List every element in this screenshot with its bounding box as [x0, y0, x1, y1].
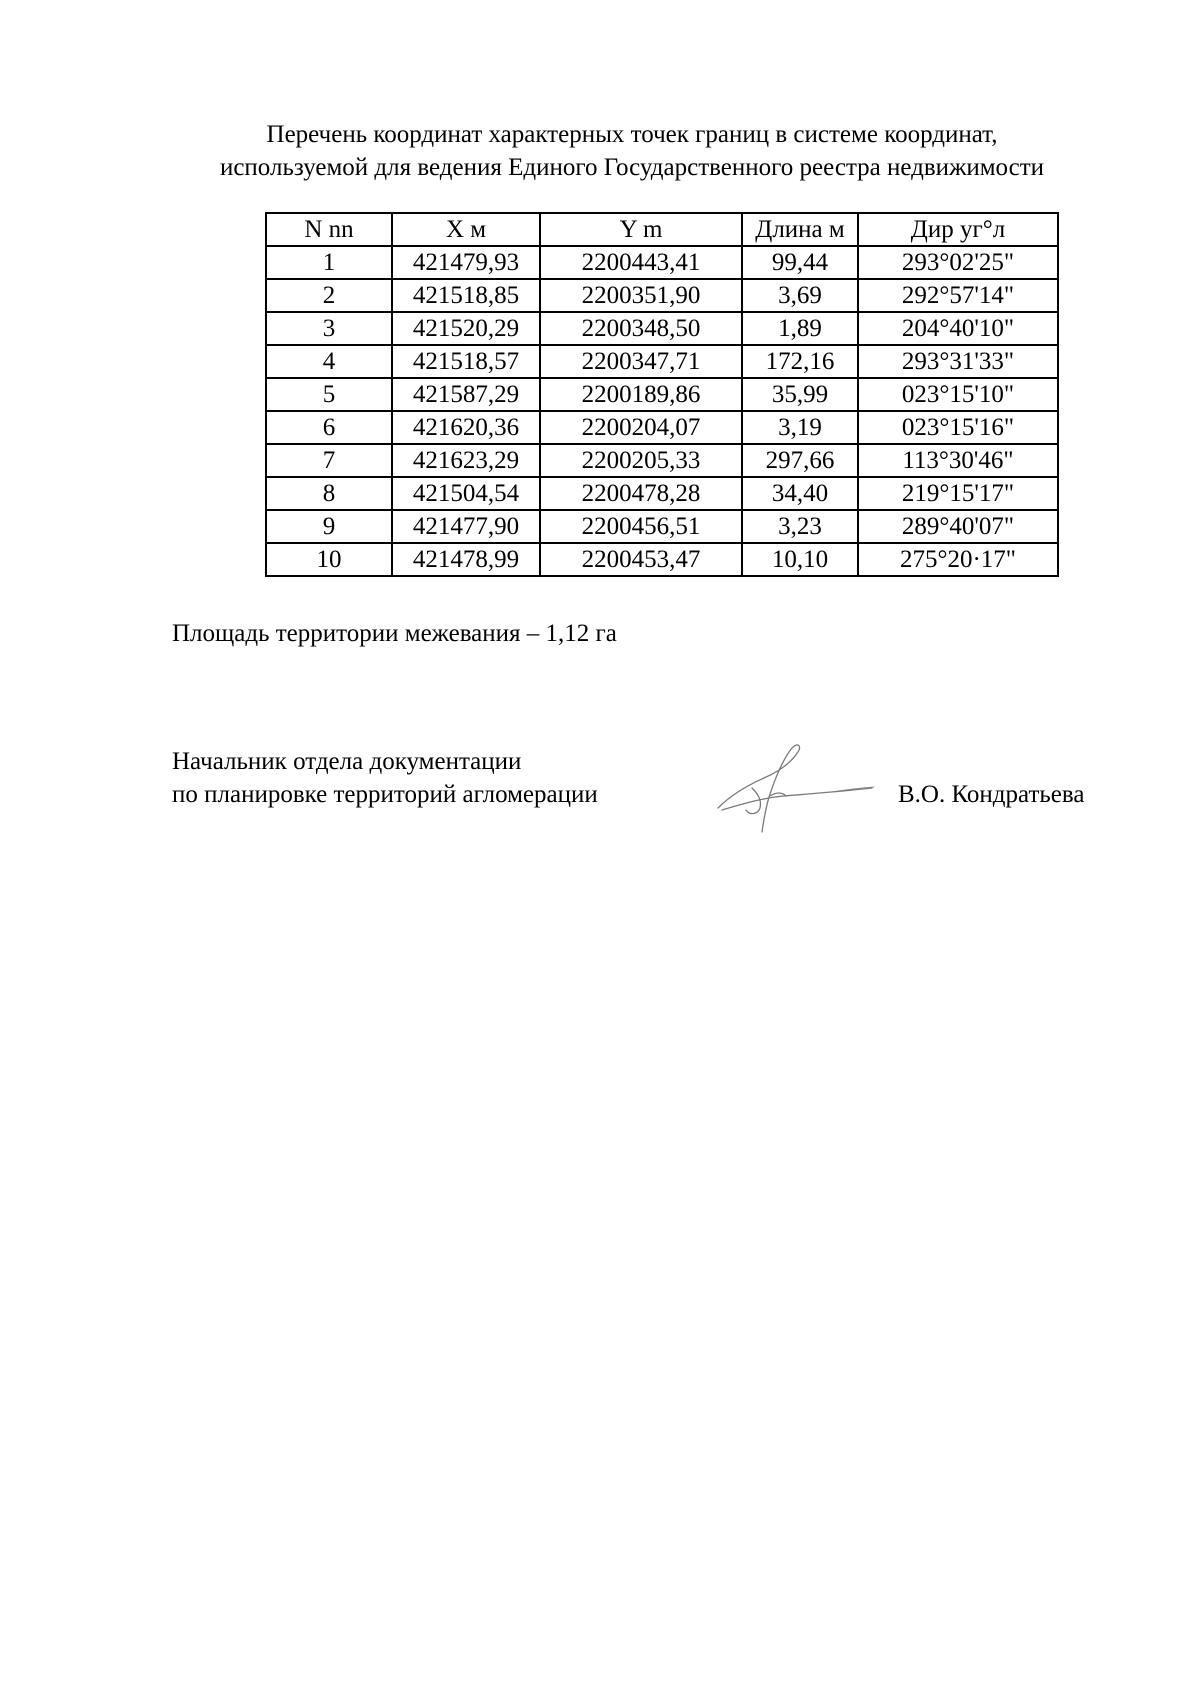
table-row [266, 279, 1058, 312]
title-line-1: Перечень координат характерных точек границ в системе координат, [266, 121, 998, 148]
table-row [266, 378, 1058, 411]
cell-point-number: 4 [266, 345, 392, 378]
area-statement: Площадь территории межевания – 1,12 га [172, 620, 617, 647]
table-row [266, 246, 1058, 279]
cell-x: 421587,29 [392, 378, 540, 411]
cell-y: 2200189,86 [540, 378, 742, 411]
cell-y: 2200453,47 [540, 543, 742, 576]
coordinates-table [265, 212, 1059, 577]
signer-position-line-2: по планировке территорий агломерации [172, 781, 598, 808]
title-line-2: используемой для ведения Единого Государственного реестра недвижимости [219, 154, 1045, 181]
cell-x: 421477,90 [392, 510, 540, 543]
cell-length: 3,19 [742, 411, 858, 444]
cell-length: 172,16 [742, 345, 858, 378]
cell-x: 421504,54 [392, 477, 540, 510]
cell-length: 99,44 [742, 246, 858, 279]
cell-point-number: 2 [266, 279, 392, 312]
signer-position [172, 745, 598, 811]
cell-y: 2200205,33 [540, 444, 742, 477]
table-row [266, 477, 1058, 510]
cell-direction-angle: 204°40'10" [858, 312, 1058, 345]
cell-x: 421479,93 [392, 246, 540, 279]
cell-direction-angle: 219°15'17" [858, 477, 1058, 510]
header-x: X м [392, 213, 540, 246]
cell-point-number: 3 [266, 312, 392, 345]
cell-point-number: 5 [266, 378, 392, 411]
table-row [266, 345, 1058, 378]
header-point-number: N nn [266, 213, 392, 246]
cell-direction-angle: 293°31'33" [858, 345, 1058, 378]
table-row [266, 444, 1058, 477]
cell-length: 10,10 [742, 543, 858, 576]
cell-point-number: 8 [266, 477, 392, 510]
table-header-row [266, 213, 1058, 246]
cell-direction-angle: 289°40'07" [858, 510, 1058, 543]
cell-y: 2200456,51 [540, 510, 742, 543]
cell-length: 3,69 [742, 279, 858, 312]
cell-direction-angle: 292°57'14" [858, 279, 1058, 312]
header-y: Y m [540, 213, 742, 246]
cell-length: 35,99 [742, 378, 858, 411]
table-row [266, 510, 1058, 543]
cell-y: 2200204,07 [540, 411, 742, 444]
cell-y: 2200347,71 [540, 345, 742, 378]
signer-name: В.О. Кондратьева [898, 781, 1085, 808]
cell-length: 297,66 [742, 444, 858, 477]
cell-point-number: 6 [266, 411, 392, 444]
cell-direction-angle: 293°02'25" [858, 246, 1058, 279]
cell-x: 421520,29 [392, 312, 540, 345]
cell-x: 421620,36 [392, 411, 540, 444]
cell-direction-angle: 275°20·17" [858, 543, 1058, 576]
cell-length: 3,23 [742, 510, 858, 543]
cell-point-number: 7 [266, 444, 392, 477]
signer-position-line-1: Начальник отдела документации [172, 748, 522, 775]
header-length: Длина м [742, 213, 858, 246]
cell-x: 421478,99 [392, 543, 540, 576]
cell-x: 421518,85 [392, 279, 540, 312]
cell-point-number: 9 [266, 510, 392, 543]
handwritten-signature [712, 738, 882, 838]
cell-y: 2200478,28 [540, 477, 742, 510]
table-row [266, 411, 1058, 444]
table-row [266, 312, 1058, 345]
cell-y: 2200443,41 [540, 246, 742, 279]
document-title [0, 118, 1200, 184]
cell-direction-angle: 113°30'46" [858, 444, 1058, 477]
cell-length: 34,40 [742, 477, 858, 510]
cell-x: 421623,29 [392, 444, 540, 477]
cell-point-number: 10 [266, 543, 392, 576]
cell-y: 2200348,50 [540, 312, 742, 345]
table-row [266, 543, 1058, 576]
cell-x: 421518,57 [392, 345, 540, 378]
cell-direction-angle: 023°15'16" [858, 411, 1058, 444]
cell-length: 1,89 [742, 312, 858, 345]
header-direction-angle: Дир уг°л [858, 213, 1058, 246]
cell-direction-angle: 023°15'10" [858, 378, 1058, 411]
cell-point-number: 1 [266, 246, 392, 279]
cell-y: 2200351,90 [540, 279, 742, 312]
